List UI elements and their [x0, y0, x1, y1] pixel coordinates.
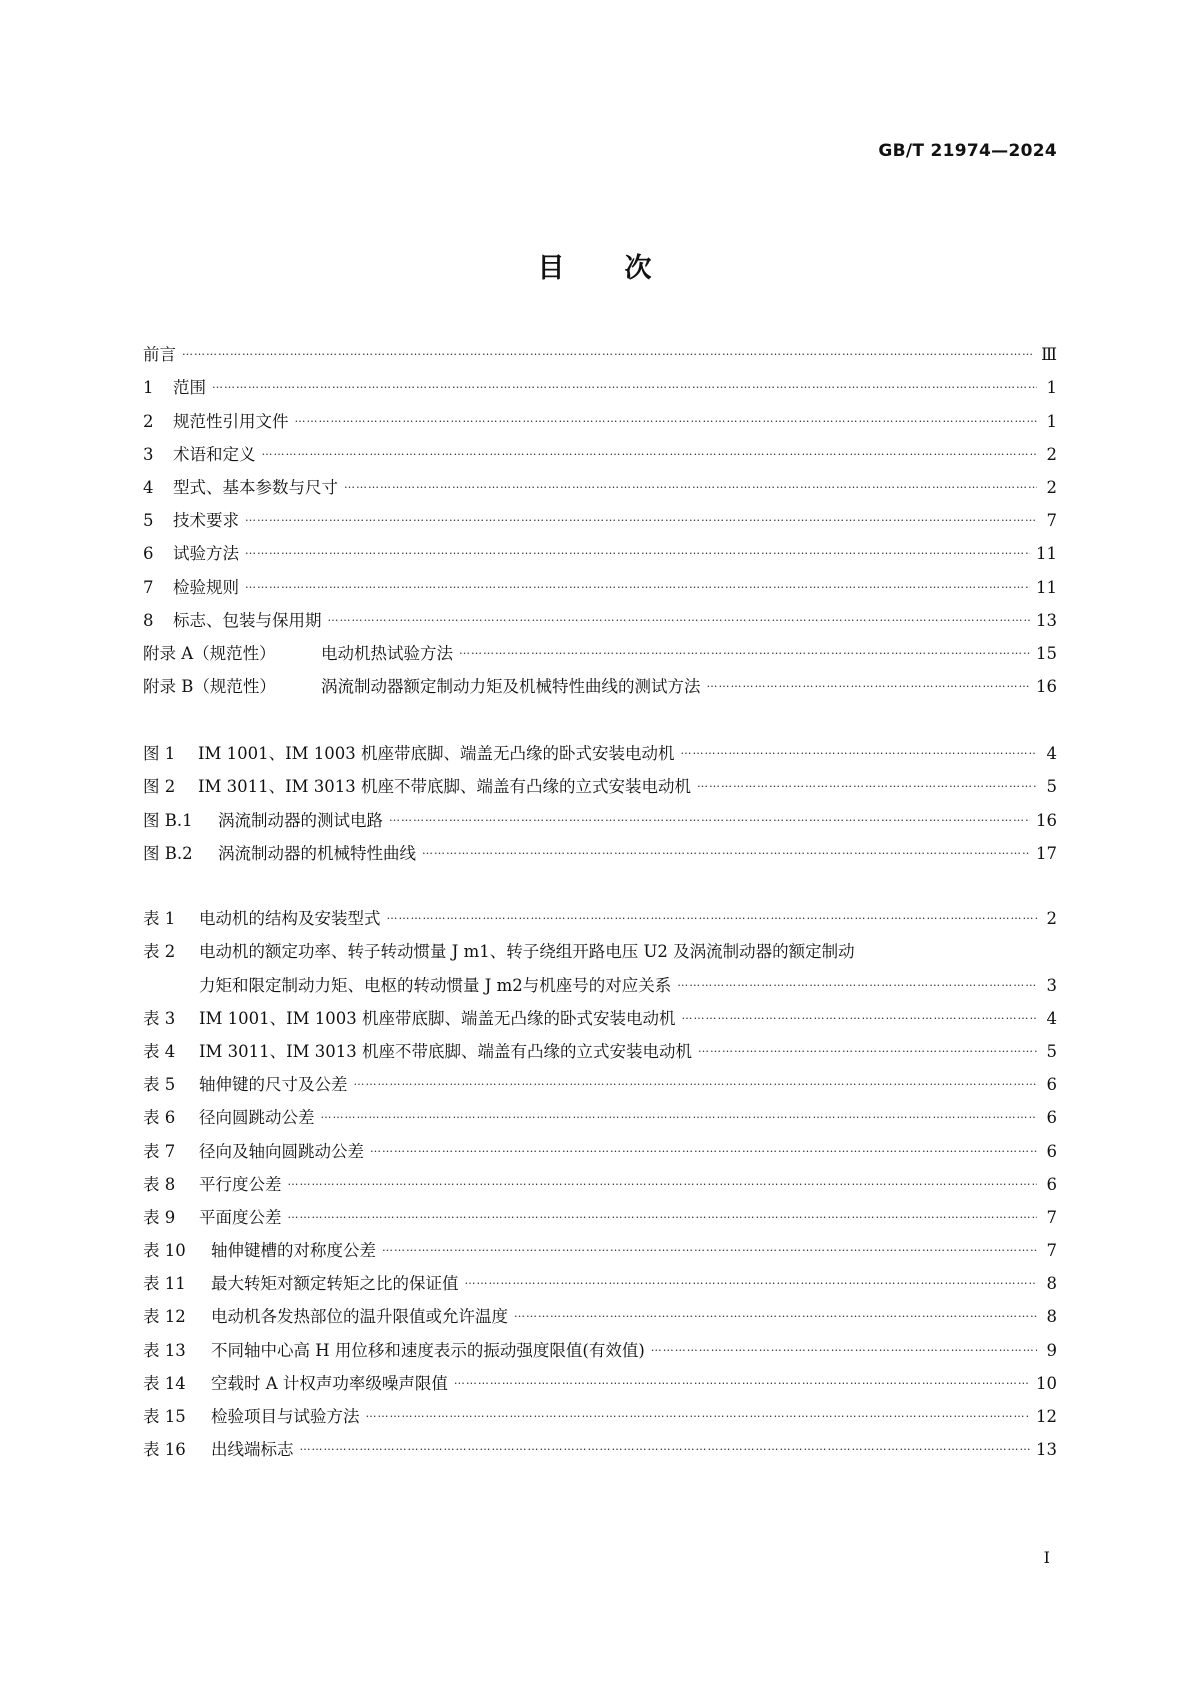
toc-entry-label: 出线端标志 [211, 1440, 294, 1460]
toc-leader [245, 574, 1030, 596]
toc-entry-page: 2 [1046, 444, 1057, 464]
toc-entry-label: 轴伸键的尺寸及公差 [199, 1075, 348, 1095]
toc-entry-table-11[interactable] [143, 1262, 1057, 1295]
toc-entry-section-6[interactable] [143, 532, 1057, 565]
toc-entry-number: 图 B.1 [143, 810, 193, 830]
toc-entry-appendix-a[interactable] [143, 632, 1057, 665]
toc-entry-number: 表 3 [143, 1008, 176, 1028]
toc-entry-label: 电动机的额定功率、转子转动惯量 J m1、转子绕组开路电压 U2 及涡流制动器的额定制动 [199, 942, 855, 962]
toc-entry-number: 表 9 [143, 1207, 176, 1227]
toc-entry-number: 6 [143, 544, 154, 564]
toc-entry-table-3[interactable] [143, 997, 1057, 1030]
toc-entry-number: 表 6 [143, 1108, 176, 1128]
toc-leader [288, 1171, 1038, 1193]
page-number: I [1043, 1548, 1050, 1567]
page-title: 目 次 [537, 253, 654, 284]
toc-leader [514, 1303, 1037, 1325]
toc-entry-page: 5 [1046, 1041, 1057, 1061]
toc-tables [143, 897, 1057, 1461]
toc-entry-number: 表 10 [143, 1241, 186, 1261]
toc-entry-table-1[interactable] [143, 897, 1057, 930]
toc-leader [262, 441, 1038, 463]
toc-leader [677, 972, 1037, 994]
toc-entry-number: 表 2 [143, 942, 176, 962]
toc-entry-label: 电动机各发热部位的温升限值或允许温度 [211, 1307, 508, 1327]
toc-entry-page: 7 [1046, 1241, 1057, 1261]
toc-entry-label: 标志、包装与保用期 [173, 610, 322, 630]
toc-entry-label: 范围 [173, 378, 206, 398]
toc-entry-label: 径向及轴向圆跳动公差 [199, 1141, 364, 1161]
toc-entry-number: 表 15 [143, 1407, 186, 1426]
toc-leader [354, 1071, 1038, 1093]
toc-leader [681, 740, 1037, 762]
toc-entry-number: 2 [143, 411, 154, 431]
toc-entry-number: 1 [143, 378, 154, 398]
toc-leader [321, 1104, 1038, 1126]
toc-entry-number: 表 5 [143, 1075, 176, 1095]
toc-entry-label: 前言 [143, 345, 176, 365]
toc-entry-page: 6 [1046, 1174, 1057, 1194]
toc-entry-page: 2 [1046, 477, 1057, 497]
toc-leader [300, 1436, 1031, 1458]
toc-entry-label: 检验项目与试验方法 [211, 1407, 360, 1426]
toc-entry-section-2[interactable] [143, 399, 1057, 432]
toc-contents [143, 333, 1057, 698]
toc-entry-number: 4 [143, 477, 154, 497]
toc-leader [697, 773, 1037, 795]
toc-entry-table-4[interactable] [143, 1030, 1057, 1063]
toc-entry-table-12[interactable] [143, 1295, 1057, 1328]
toc-entry-table-2-continued[interactable] [143, 963, 1057, 996]
toc-entry-number: 8 [143, 610, 154, 630]
toc-entry-number: 3 [143, 444, 154, 464]
toc-entry-page: 9 [1046, 1340, 1057, 1360]
toc-entry-label: 力矩和限定制动力矩、电枢的转动惯量 J m2与机座号的对应关系 [199, 975, 672, 995]
toc-entry-label: 电动机热试验方法 [321, 643, 453, 663]
toc-leader [682, 1005, 1037, 1027]
toc-entry-figure-1[interactable] [143, 732, 1057, 765]
toc-leader [245, 540, 1030, 562]
toc-entry-section-7[interactable] [143, 565, 1057, 598]
toc-entry-label: 检验规则 [173, 577, 239, 597]
toc-entry-label: 不同轴中心高 H 用位移和速度表示的振动强度限值(有效值) [211, 1340, 645, 1360]
toc-entry-page: Ⅲ [1041, 345, 1057, 365]
toc-entry-figure-b2[interactable] [143, 832, 1057, 865]
toc-entry-label: 型式、基本参数与尺寸 [173, 477, 338, 497]
toc-leader [328, 607, 1031, 629]
toc-entry-page: 13 [1036, 1440, 1057, 1460]
toc-entry-number: 表 8 [143, 1174, 176, 1194]
toc-leader [387, 905, 1038, 927]
toc-entry-number: 5 [143, 511, 154, 531]
toc-entry-page: 6 [1046, 1141, 1057, 1161]
toc-entry-table-5[interactable] [143, 1063, 1057, 1096]
toc-entry-label: 涡流制动器的机械特性曲线 [218, 843, 416, 863]
toc-leader [459, 640, 1030, 662]
toc-entry-number: 图 2 [143, 777, 176, 797]
toc-entry-page: 11 [1036, 577, 1057, 597]
toc-entry-section-4[interactable] [143, 466, 1057, 499]
toc-entry-number: 图 1 [143, 744, 176, 764]
toc-entry-table-9[interactable] [143, 1196, 1057, 1229]
toc-entry-section-8[interactable] [143, 599, 1057, 632]
toc-entry-label: 术语和定义 [173, 444, 256, 464]
toc-entry-page: 13 [1036, 610, 1057, 630]
toc-entry-label: 径向圆跳动公差 [199, 1108, 315, 1128]
toc-entry-label: IM 3011、IM 3013 机座不带底脚、端盖有凸缘的立式安装电动机 [199, 1041, 693, 1061]
toc-entry-page: 11 [1036, 544, 1057, 564]
toc-entry-section-3[interactable] [143, 433, 1057, 466]
toc-entry-table-7[interactable] [143, 1129, 1057, 1162]
toc-entry-page: 4 [1046, 1008, 1057, 1028]
toc-leader [382, 1237, 1037, 1259]
toc-entry-label: IM 1001、IM 1003 机座带底脚、端盖无凸缘的卧式安装电动机 [198, 744, 675, 764]
toc-entry-label: 空载时 A 计权声功率级噪声限值 [211, 1373, 448, 1393]
standard-code: GB/T 21974—2024 [878, 141, 1057, 161]
toc-entry-section-5[interactable] [143, 499, 1057, 532]
toc-entry-label: 平行度公差 [199, 1174, 282, 1194]
toc-entry-page: 16 [1036, 810, 1057, 830]
toc-entry-label: 规范性引用文件 [173, 411, 289, 431]
toc-leader [245, 507, 1037, 529]
toc-entry-number: 图 B.2 [143, 843, 193, 863]
toc-entry-label: 涡流制动器额定制动力矩及机械特性曲线的测试方法 [321, 677, 701, 697]
toc-entry-page: 1 [1046, 411, 1057, 431]
toc-entry-page: 12 [1036, 1407, 1057, 1426]
toc-entry-label: 电动机的结构及安装型式 [199, 909, 381, 929]
toc-entry-table-10[interactable] [143, 1229, 1057, 1262]
toc-entry-label: 平面度公差 [199, 1207, 282, 1227]
toc-entry-page: 7 [1046, 1207, 1057, 1227]
toc-leader [651, 1337, 1037, 1359]
toc-entry-page: 10 [1036, 1373, 1057, 1393]
toc-entry-table-6[interactable] [143, 1096, 1057, 1129]
toc-entry-page: 1 [1046, 378, 1057, 398]
toc-figures [143, 732, 1057, 865]
toc-leader [389, 807, 1030, 829]
toc-entry-label: 最大转矩对额定转矩之比的保证值 [211, 1274, 459, 1294]
toc-entry-page: 16 [1036, 677, 1057, 697]
toc-leader [182, 341, 1035, 363]
toc-entry-page: 6 [1046, 1075, 1057, 1095]
toc-entry-page: 8 [1046, 1307, 1057, 1327]
toc-leader [344, 474, 1037, 496]
toc-leader [698, 1038, 1037, 1060]
toc-leader [707, 673, 1031, 695]
toc-entry-number: 附录 A（规范性） [143, 643, 276, 663]
toc-entry-label: IM 3011、IM 3013 机座不带底脚、端盖有凸缘的立式安装电动机 [198, 777, 692, 797]
toc-entry-number: 表 14 [143, 1373, 186, 1393]
toc-entry-page: 4 [1046, 744, 1057, 764]
toc-leader [422, 840, 1030, 862]
toc-entry-number: 表 4 [143, 1041, 176, 1061]
toc-entry-table-8[interactable] [143, 1163, 1057, 1196]
toc-leader [288, 1204, 1038, 1226]
toc-leader [295, 408, 1038, 430]
toc-entry-table-16[interactable] [143, 1428, 1057, 1461]
toc-entry-number: 表 12 [143, 1307, 186, 1327]
toc-leader [465, 1270, 1038, 1292]
toc-leader [370, 1138, 1037, 1160]
toc-entry-figure-b1[interactable] [143, 798, 1057, 831]
toc-entry-number: 表 7 [143, 1141, 176, 1161]
toc-leader [366, 1403, 1031, 1425]
toc-entry-table-15[interactable] [143, 1395, 1057, 1428]
toc-entry-page: 17 [1036, 843, 1057, 863]
toc-entry-label: 技术要求 [173, 511, 239, 531]
toc-entry-number: 表 13 [143, 1340, 186, 1360]
toc-entry-page: 2 [1046, 909, 1057, 929]
toc-entry-label: 试验方法 [173, 544, 239, 564]
toc-entry-number: 附录 B（规范性） [143, 677, 276, 697]
toc-leader [454, 1370, 1030, 1392]
toc-entry-number: 7 [143, 577, 154, 597]
toc-entry-page: 8 [1046, 1274, 1057, 1294]
toc-entry-appendix-b[interactable] [143, 665, 1057, 698]
toc-entry-number: 表 16 [143, 1440, 186, 1460]
toc-entry-page: 5 [1046, 777, 1057, 797]
toc-entry-figure-2[interactable] [143, 765, 1057, 798]
toc-entry-page: 6 [1046, 1108, 1057, 1128]
toc-entry-table-14[interactable] [143, 1362, 1057, 1395]
toc-entry-table-13[interactable] [143, 1328, 1057, 1361]
toc-entry-label: 轴伸键槽的对称度公差 [211, 1241, 376, 1261]
toc-entry-number: 表 1 [143, 909, 176, 929]
toc-entry-page: 3 [1046, 975, 1057, 995]
toc-entry-page: 15 [1036, 643, 1057, 663]
toc-entry-page: 7 [1046, 511, 1057, 531]
toc-entry-table-2[interactable] [143, 930, 1057, 963]
toc-entry-label: 涡流制动器的测试电路 [218, 810, 383, 830]
toc-entry-foreword[interactable] [143, 333, 1057, 366]
toc-entry-label: IM 1001、IM 1003 机座带底脚、端盖无凸缘的卧式安装电动机 [199, 1008, 676, 1028]
toc-entry-section-1[interactable] [143, 366, 1057, 399]
toc-entry-number: 表 11 [143, 1274, 186, 1294]
toc-leader [212, 374, 1037, 396]
